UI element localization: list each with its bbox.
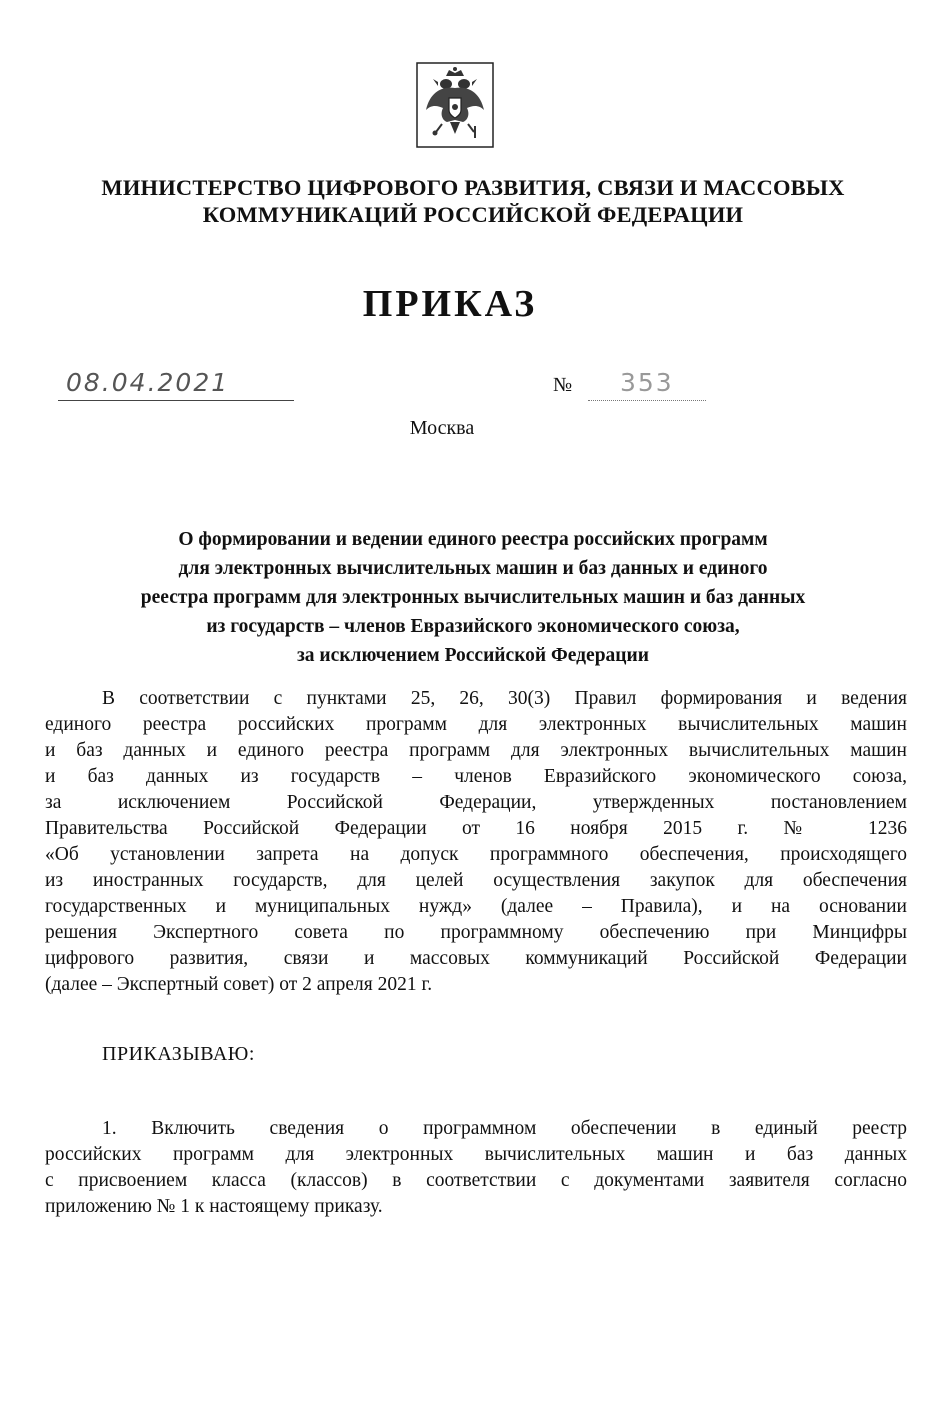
paragraph-line: и баз данных из государств – членов Евразийского экономического союза, <box>45 766 907 787</box>
paragraph-line: Правительства Российской Федерации от 16 ноября 2015 г. № 1236 <box>45 818 907 839</box>
document-title: ПРИКАЗ <box>362 283 538 325</box>
paragraph-line: из иностранных государств, для целей осуществления закупок для обеспечения <box>45 870 907 891</box>
handwritten-date: 08.04.2021 <box>66 368 230 397</box>
subject-line: реестра программ для электронных вычислительных машин и баз данных <box>140 587 806 608</box>
ministry-name-line-2: КОММУНИКАЦИЙ РОССИЙСКОЙ ФЕДЕРАЦИИ <box>202 202 744 227</box>
paragraph-line: с присвоением класса (классов) в соответствии с документами заявителя согласно <box>45 1170 907 1191</box>
paragraph-line: 1. Включить сведения о программном обеспечении в единый реестр <box>102 1118 907 1139</box>
ministry-name-line-1: МИНИСТЕРСТВО ЦИФРОВОГО РАЗВИТИЯ, СВЯЗИ И МАССОВЫХ <box>101 175 845 200</box>
paragraph-line: приложению № 1 к настоящему приказу. <box>45 1196 383 1217</box>
number-sign: № <box>553 374 573 396</box>
paragraph-line: российских программ для электронных вычислительных машин и баз данных <box>45 1144 907 1165</box>
order-item-1 <box>45 1116 907 1220</box>
subject-line: из государств – членов Евразийского экономического союза, <box>206 616 740 637</box>
russian-coat-of-arms-icon <box>416 62 494 148</box>
paragraph-line: решения Экспертного совета по программному обеспечению при Минцифры <box>45 922 907 943</box>
order-word: ПРИКАЗЫВАЮ: <box>102 1043 255 1065</box>
paragraph-line: В соответствии с пунктами 25, 26, 30(3) Правил формирования и ведения <box>102 688 907 709</box>
subject-line: О формировании и ведении единого реестра российских программ <box>178 529 768 550</box>
document-subject <box>40 525 906 670</box>
paragraph-line: за исключением Российской Федерации, утвержденных постановлением <box>45 792 907 813</box>
paragraph-line: (далее – Экспертный совет) от 2 апреля 2021 г. <box>45 974 433 995</box>
paragraph-line: государственных и муниципальных нужд» (далее – Правила), и на основании <box>45 896 907 917</box>
paragraph-line: «Об установлении запрета на допуск программного обеспечения, происходящего <box>45 844 907 865</box>
paragraph-line: единого реестра российских программ для электронных вычислительных машин <box>45 714 907 735</box>
subject-line: для электронных вычислительных машин и баз данных и единого <box>178 558 768 579</box>
intro-paragraph <box>45 686 907 998</box>
paragraph-line: и баз данных и единого реестра программ для электронных вычислительных машин <box>45 740 907 761</box>
handwritten-number: 353 <box>620 368 674 397</box>
number-field <box>588 368 706 401</box>
city: Москва <box>409 417 475 439</box>
subject-line: за исключением Российской Федерации <box>296 645 650 666</box>
date-field <box>58 368 294 401</box>
paragraph-line: цифрового развития, связи и массовых коммуникаций Российской Федерации <box>45 948 907 969</box>
